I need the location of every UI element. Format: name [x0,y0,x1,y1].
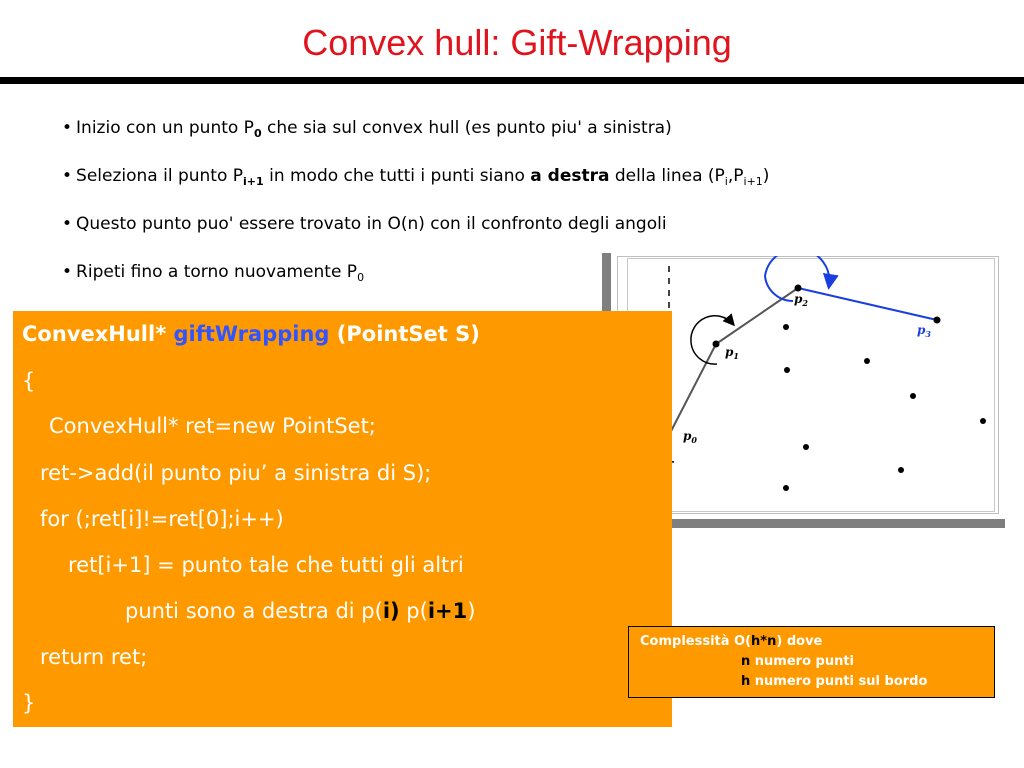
label-p3: $p_3$ [917,323,931,339]
point [803,444,809,450]
point [864,358,870,364]
point [783,485,789,491]
bullet-text: Inizio con un punto P [76,118,254,138]
code-line: for (;ret[i]!=ret[0];i++) [40,507,284,531]
hull-edge [716,288,798,344]
code-line: ConvexHull* ret=new PointSet; [49,414,376,438]
bullet-text: Seleziona il punto P [76,166,244,186]
bullet-glyph: • [62,166,73,186]
bullet-item [62,214,667,234]
label-p2: $p_2$ [794,292,808,308]
point [980,418,986,424]
complexity-line: h numero punti sul bordo [741,674,928,689]
gift-wrapping-diagram [617,256,997,512]
code-line: ret[i+1] = punto tale che tutti gli altri [68,553,464,577]
point [898,467,904,473]
subscript: i+1 [743,175,763,188]
complexity-box [628,626,995,698]
bullet-glyph: • [62,118,73,138]
bullet-text: in modo che tutti i punti siano [263,166,531,186]
bullet-text: della linea (P [609,166,725,186]
bullet-text: Ripeti fino a torno nuovamente P [76,262,358,282]
code-line: { [22,369,36,393]
label-p1: $p_1$ [725,345,739,361]
hull-edge [668,344,716,437]
code-line: punti sono a destra di p(i) p(i+1) [125,599,476,623]
bullet-item [62,262,364,284]
bullet-glyph: • [62,262,73,282]
label-p0: $p_0$ [683,429,697,445]
code-line: ret->add(il punto piu’ a sinistra di S); [40,461,432,485]
code-box [13,311,672,727]
bullet-text: ) [762,166,770,186]
bold-text: a destra [530,166,610,186]
subscript: 0 [357,271,365,284]
point [783,324,789,330]
title-divider [0,77,1024,84]
bullet-item [62,118,672,140]
complexity-line: n numero punti [741,654,855,669]
point-p3 [934,317,941,324]
point-p1 [713,341,720,348]
bullet-glyph: • [62,214,73,234]
bullet-item [62,166,769,188]
hull-edge-new [798,288,937,320]
point [910,393,916,399]
code-signature: ConvexHull* giftWrapping (PointSet S) [22,322,480,346]
complexity-line: Complessità O(h*n) dove [640,634,823,649]
subscript: i+1 [243,175,264,188]
slide-title: Convex hull: Gift-Wrapping [302,22,732,63]
bullet-text: Questo punto puo' essere trovato in O(n) con il confronto degli angoli [76,214,667,234]
bullet-text: che sia sul convex hull (es punto piu' a sinistra) [261,118,672,138]
bullet-text: ,P [727,166,744,186]
subscript: 0 [253,127,262,140]
subscript: i [724,175,728,188]
code-line: return ret; [40,645,148,669]
point-p2 [795,285,802,292]
point [784,367,790,373]
code-line: } [22,691,36,715]
